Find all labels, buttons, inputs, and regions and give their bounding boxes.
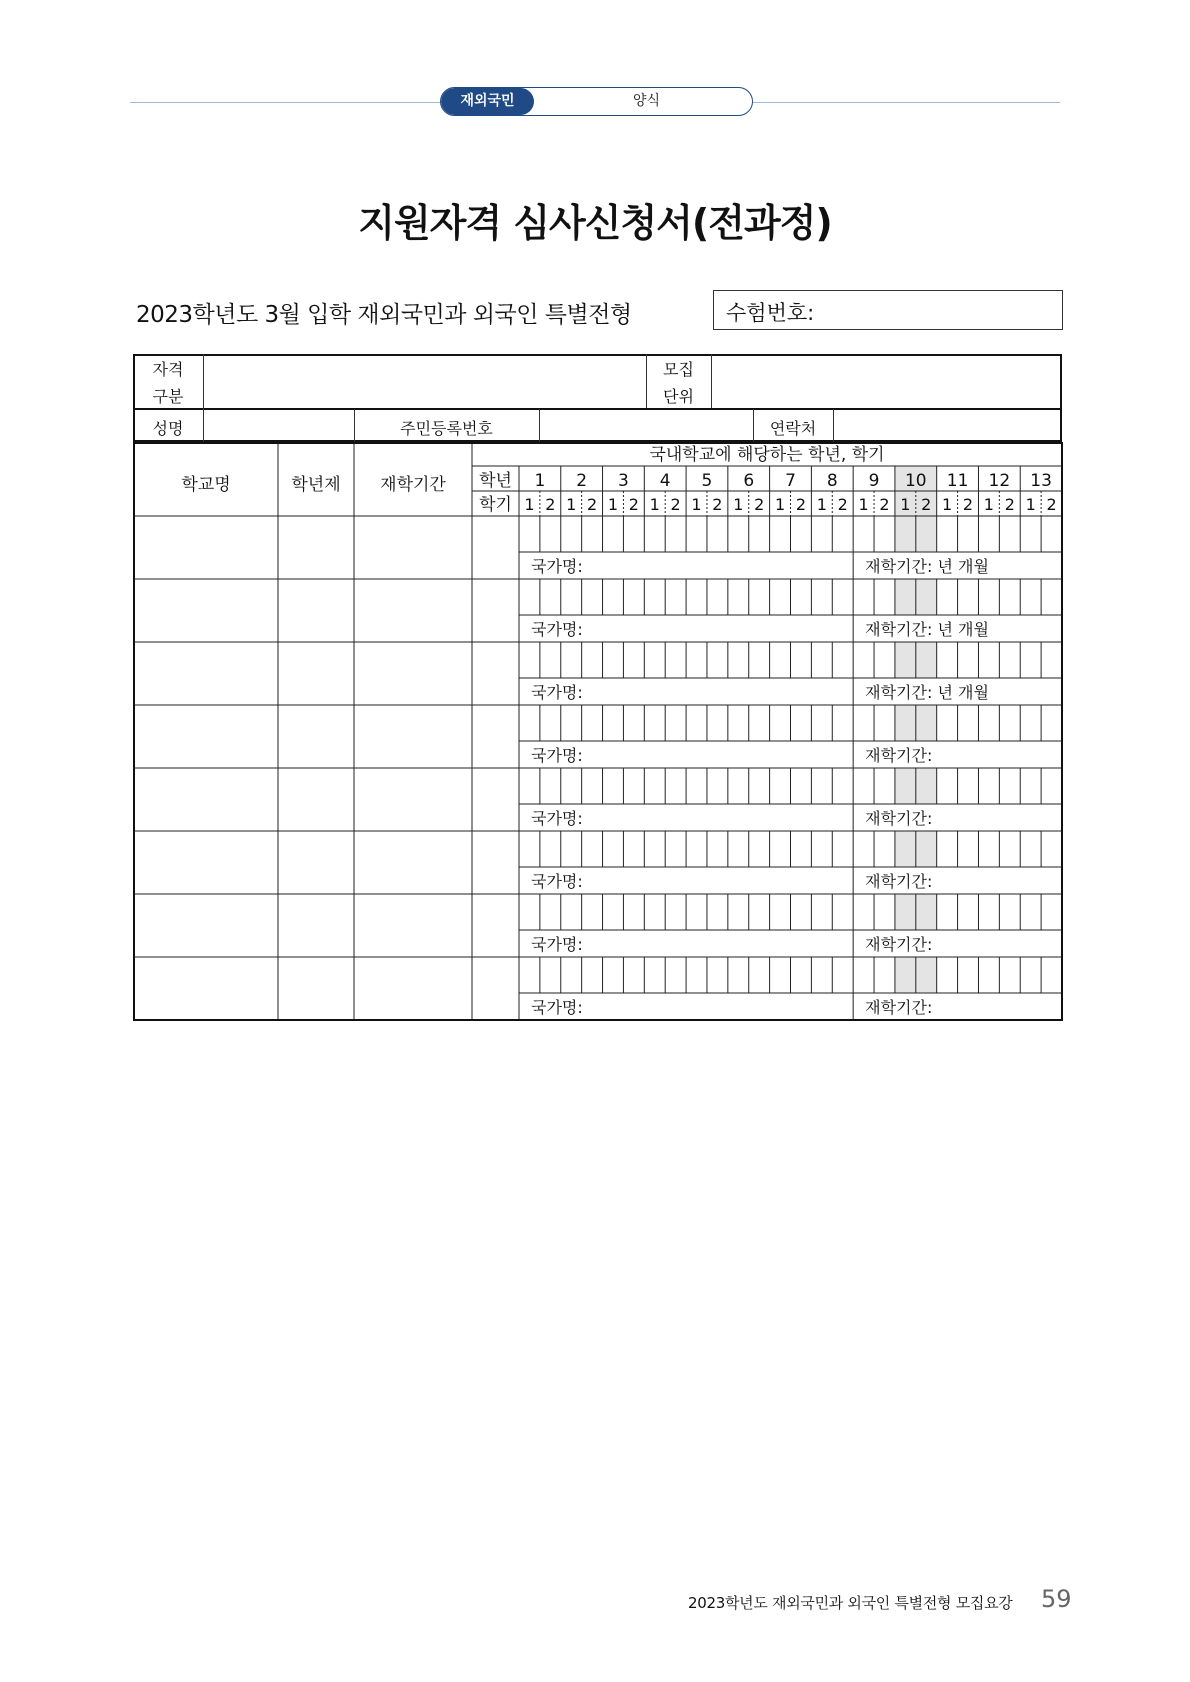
semester-number: 1: [607, 495, 619, 514]
country-label: 국가명:: [531, 809, 583, 828]
domestic-grade-header: 국내학교에 해당하는 학년, 학기: [649, 445, 885, 465]
grade-number: 5: [701, 471, 713, 491]
period-label: 재학기간:: [865, 935, 933, 954]
name-label: 성명: [152, 419, 184, 438]
qualification-label-2: 구분: [152, 387, 184, 406]
country-label: 국가명:: [531, 746, 583, 765]
exam-number-label: 수험번호:: [726, 301, 815, 325]
semester-number: 2: [879, 495, 890, 514]
semester-number: 2: [962, 495, 974, 514]
semester-number: 2: [1004, 495, 1015, 514]
semester-number: 2: [628, 495, 639, 514]
semester-number: 2: [712, 495, 723, 514]
unit-label-1: 모집: [663, 360, 694, 379]
period-label: 재학기간: 년 개월: [865, 620, 989, 639]
semester-number: 2: [837, 495, 848, 514]
grade-number: 4: [659, 471, 671, 491]
semester-number: 2: [545, 495, 556, 514]
country-label: 국가명:: [531, 557, 583, 576]
country-label: 국가명:: [531, 683, 583, 702]
period-label: 재학기간:: [865, 872, 933, 891]
rrn-label: 주민등록번호: [400, 419, 493, 438]
grade-number: 1: [534, 471, 546, 491]
country-label: 국가명:: [531, 935, 583, 954]
semester-number: 1: [900, 495, 911, 514]
header-category: 재외국민: [441, 88, 534, 115]
header-section: 양식: [632, 93, 661, 109]
attendance-period-header: 재학기간: [380, 475, 446, 495]
country-label: 국가명:: [531, 872, 583, 891]
grade-number: 13: [1030, 471, 1052, 491]
period-label: 재학기간:: [865, 809, 933, 828]
grade-number: 8: [826, 471, 838, 491]
semester-number: 1: [691, 495, 702, 514]
qualification-label-1: 자격: [152, 360, 184, 379]
semester-number: 2: [921, 495, 932, 514]
grade-number: 2: [576, 471, 588, 491]
semester-number: 1: [858, 495, 869, 514]
grade-number: 10: [904, 471, 927, 491]
school-name-header: 학교명: [181, 475, 231, 495]
unit-label-2: 단위: [663, 387, 694, 406]
semester-number: 1: [566, 495, 577, 514]
semester-label: 학기: [479, 495, 512, 515]
semester-number: 1: [733, 495, 744, 514]
footer-text: 2023학년도 재외국민과 외국인 특별전형 모집요강: [688, 1594, 1013, 1612]
country-label: 국가명:: [531, 998, 583, 1017]
document-title: 지원자격 심사신청서(전과정): [358, 201, 832, 245]
document-subtitle: 2023학년도 3월 입학 재외국민과 외국인 특별전형: [136, 302, 632, 328]
semester-number: 2: [670, 495, 681, 514]
semester-number: 1: [524, 495, 535, 514]
semester-number: 2: [795, 495, 807, 514]
country-label: 국가명:: [531, 620, 583, 639]
semester-number: 1: [983, 495, 994, 514]
semester-number: 1: [774, 495, 786, 514]
grade-number: 7: [785, 471, 796, 491]
grade-number: 11: [946, 471, 969, 491]
school-system-header: 학년제: [291, 475, 341, 495]
page-number: 59: [1041, 1585, 1072, 1613]
period-label: 재학기간: 년 개월: [865, 683, 989, 702]
semester-number: 1: [942, 495, 953, 514]
semester-number: 2: [754, 495, 765, 514]
semester-number: 2: [587, 495, 598, 514]
contact-label: 연락처: [769, 419, 817, 438]
period-label: 재학기간:: [865, 746, 933, 765]
grade-number: 6: [743, 471, 755, 491]
semester-number: 1: [649, 495, 660, 514]
semester-number: 1: [816, 495, 827, 514]
grade-number: 9: [868, 471, 880, 491]
semester-number: 1: [1025, 495, 1036, 514]
grade-number: 3: [618, 471, 629, 491]
period-label: 재학기간: 년 개월: [865, 557, 989, 576]
grade-number: 12: [988, 471, 1011, 491]
period-label: 재학기간:: [865, 998, 933, 1017]
semester-number: 2: [1046, 495, 1057, 514]
grade-label: 학년: [479, 471, 512, 491]
